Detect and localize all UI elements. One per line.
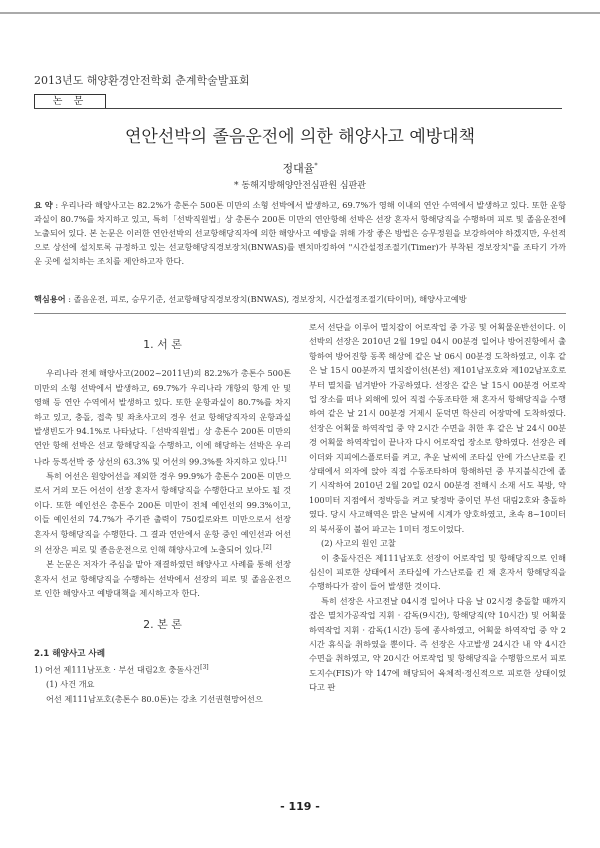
- intro-paragraph-3: 본 논문은 저자가 주심을 맡아 재결하였던 해양사고 사례를 통해 선장 혼자서 선교 항해당직을 수행하는 선박에서 선장의 피로 및 졸음운전으로 인한 해양사고 예방대책을 제시하고자 한다.: [34, 559, 291, 598]
- header-rule: [34, 108, 562, 109]
- right-paragraph-1: 로서 선단을 이루어 멸치잡이 어로작업 중 가공 및 어획물운반선이다. 이 선박의 선장은 2010년 2월 19일 04시 00분경 일어나 방어진항에서 출항하여 방어진항 동쪽 해상에 같은 날 06시 00분경 도착하였고, 이후 같은 날 15시 00분까지 멸치잡이선(본선) 제101남포호와 제102남포호로부터 멸치를 넘겨받아 가공하였다. 선장은 같은 날 15시 00분경 어로작업 장소를 떠나 외해에 있어 직접 수동조타한 채 혼자서 항해당직을 수행하여 같은 날 21시 00분경 거제시 둔덕면 학산리 어장막에 도착하였다. 선장은 어획물 하역작업 중 약 2시간 수면을 취한 후 같은 날 24시 00분경 어획물 하역작업이 끝나자 다시 어로작업 장소로 향하였다. 선장은 레이더와 지피에스플로터를 켜고, 추운 날씨에 조타실 안에 가스난로를 킨 상태에서 의자에 앉아 직접 수동조타하며 항해하던 중 부지불식간에 졸기 시작하여 2010년 2월 20일 02시 00분경 전해시 소재 서도 북방, 약 100미터 지점에서 정박등을 켜고 닻정박 중이던 부선 대림2호와 충돌하였다. 당시 사고해역은 맑은 날씨에 시계가 양호하였고, 초속 8~10미터의 북서풍이 불어 파고는 1미터 정도이었다.: [309, 322, 566, 534]
- author-mark: *: [314, 162, 318, 170]
- case1-text: 어선 제111남포호(총톤수 80.0톤)는 강초 기선권현망어선으: [46, 693, 263, 704]
- author: [0, 160, 600, 176]
- keywords-rule: [34, 313, 566, 314]
- intro-heading: 1. 서 론: [143, 338, 182, 351]
- right-paragraph-3: 특히 선장은 사고전날 04시경 일어나 다음 날 02시경 충돌할 때까지 잡은 멸치가공작업 지휘 · 감독(9시간), 항해당직(약 10시간) 및 어획물 하역작업 지휘 · 감독(1시간) 등에 종사하였고, 어획물 하역작업 중 약 2시간 휴식을 취하였을 뿐이다. 즉 선장은 사고발생 24시간 내 약 4시간 수면을 취하였고, 약 20시간 어로작업 및 항해당직을 수행함으로서 피로도지수(FIS)가 약 147에 해당되어 육체적·정신적으로 피로한 상태이었다고 판: [309, 595, 566, 693]
- right-column: [309, 320, 566, 695]
- cause-subheading: (2) 사고의 원인 고찰: [321, 538, 396, 549]
- keywords-label: 핵심용어: [34, 294, 66, 304]
- abstract-text: : 우리나라 해양사고는 82.2%가 총톤수 500톤 미만의 소형 선박에서 발생하고, 69.7%가 영해 이내의 연안 수역에서 발생하고 있다. 또한 운항과실이 80.7%를 차지하고 있고, 특히「선박직원법」상 총톤수 200톤 미만의 연안항해 선박은 선장 혼자서 항해당직을 수행하며 피로 및 졸음운전에 노출되어 있다. 본 논문은 이러한 연안선박의 선교항해당직자에 의한 해양사고 예방을 위해 가장 좋은 방법은 승무정원을 보강하여야 하겠지만, 우선적으로 상선에 설치토록 규정하고 있는 선교항해당직경보장치(BNWAS)를 벤치마킹하여 "시간설정조절기(Timer)가 부착된 경보장치"를 조타기 가까운 곳에 설치하는 조치를 제안하고자 한다.: [34, 200, 566, 266]
- top-rule: [0, 12, 600, 14]
- intro-ref-2: [2]: [263, 544, 272, 552]
- author-name: 정대율: [282, 162, 315, 175]
- keywords: [34, 294, 566, 305]
- page-number: - 119 -: [280, 800, 320, 813]
- intro-ref-1: [1]: [278, 455, 287, 463]
- body-heading: 2. 본 론: [143, 618, 182, 632]
- right-paragraph-2: 이 충돌사건은 제111남포호 선장이 어로작업 및 항해당직으로 인해 심신이 피로한 상태에서 조타실에 가스난로를 킨 채 혼자서 항해당직을 수행하다가 잠이 들어 발생한 것이다.: [309, 552, 566, 592]
- case1-subheading: (1) 사건 개요: [46, 679, 95, 690]
- case1-title: 1) 어선 제111남포호 · 부선 대림2호 충돌사건[3]: [34, 664, 209, 675]
- subsection-2-1: 2.1 해양사고 사례: [34, 648, 106, 659]
- keywords-text: : 졸음운전, 피로, 승무기준, 선교항해당직경보장치(BNWAS), 경보장치, 시간설정조절기(타이머), 해양사고예방: [68, 294, 467, 304]
- intro-paragraph-1: 우리나라 전체 해양사고(2002~2011년)의 82.2%가 총톤수 500톤 미만의 소형 선박에서 발생하고, 69.7%가 우리나라 개항의 항계 안 및 영해 등 연안 수역에서 발생하고 있다. 또한 운항과실이 80.7%를 차지하고 있고, 충돌, 접촉 및 좌초사고의 경우 선교 항해당직자의 운항과실 발생빈도가 94.1%로 나타났다.「선박직원법」상 총톤수 200톤 미만의 연안 항해 선박은 선교 항해당직을 수행하고, 이에 해당하는 선박은 우리나라 등록선박 중 상선의 63.3% 및 어선의 99.3%를 차지하고 있다.[1]: [34, 368, 291, 467]
- affiliation: * 동해지방해양안전심판원 심판관: [234, 181, 366, 191]
- conference-name: 2013년도 해양환경안전학회 춘계학술발표회: [34, 74, 250, 87]
- left-column: [34, 320, 291, 706]
- intro-paragraph-2: 특히 어선은 원양어선을 제외한 경우 99.9%가 총톤수 200톤 미만으로서 거의 모든 어선이 선장 혼자서 항해당직을 수행한다고 보아도 될 것이다. 또한 예인선은 총톤수 200톤 미만이 전체 예인선의 99.3%이고, 이들 예인선의 74.7%가 주기관 출력이 750킬로와트 미만으로서 선장 혼자서 항해당직을 수행한다. 그 결과 연안에서 운항 중인 예인선과 어선의 선장은 피로 및 졸음운전으로 인해 해양사고에 노출되어 있다.[2]: [34, 470, 291, 555]
- paper-type-label: 논 문: [34, 94, 106, 109]
- abstract: [34, 198, 566, 268]
- case1-ref: [3]: [200, 664, 209, 672]
- abstract-label: 요 약: [34, 200, 53, 210]
- paper-title: 연안선박의 졸음운전에 의한 해양사고 예방대책: [124, 127, 476, 147]
